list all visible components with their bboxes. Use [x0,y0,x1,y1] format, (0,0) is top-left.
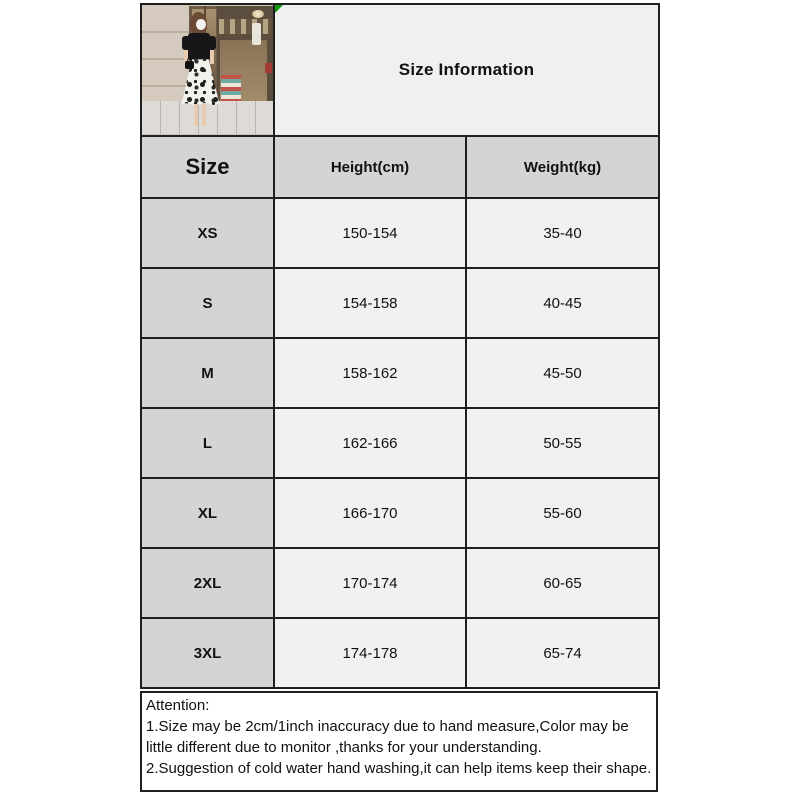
column-header-height: Height(cm) [274,136,466,198]
top-row [141,4,659,136]
height-value: 150-154 [274,198,466,268]
table-row-2xl [141,548,659,618]
table-header-row [141,136,659,198]
table-row-3xl [141,618,659,688]
attention-line-2: 2.Suggestion of cold water hand washing,it can help items keep their shape. [146,760,652,777]
photo-model [177,12,223,130]
weight-value: 40-45 [466,268,659,338]
table-row-s [141,268,659,338]
height-value: 166-170 [274,478,466,548]
height-value: 158-162 [274,338,466,408]
height-value: 174-178 [274,618,466,688]
table-row-xs [141,198,659,268]
attention-heading: Attention: [146,697,210,714]
table-row-l [141,408,659,478]
size-label: S [141,268,274,338]
product-photo-art [142,6,273,134]
height-value: 162-166 [274,408,466,478]
column-header-weight: Weight(kg) [466,136,659,198]
attention-note [140,691,658,792]
size-table [140,3,660,689]
weight-value: 45-50 [466,338,659,408]
size-chart-sheet [140,3,658,792]
size-label: 2XL [141,548,274,618]
size-label: XL [141,478,274,548]
size-label: XS [141,198,274,268]
table-row-m [141,338,659,408]
attention-line-1: 1.Size may be 2cm/1inch inaccuracy due to hand measure,Color may be little different due to monitor ,thanks for your understanding. [146,718,629,756]
table-row-xl [141,478,659,548]
photo-shopfront [217,6,273,101]
height-value: 154-158 [274,268,466,338]
cell-flag-icon [275,5,283,13]
weight-value: 60-65 [466,548,659,618]
title-cell [274,4,659,136]
column-header-size: Size [141,136,274,198]
weight-value: 55-60 [466,478,659,548]
weight-value: 65-74 [466,618,659,688]
size-label: 3XL [141,618,274,688]
size-label: M [141,338,274,408]
size-label: L [141,408,274,478]
height-value: 170-174 [274,548,466,618]
weight-value: 35-40 [466,198,659,268]
weight-value: 50-55 [466,408,659,478]
product-photo [141,4,274,136]
page-title: Size Information [398,60,535,79]
